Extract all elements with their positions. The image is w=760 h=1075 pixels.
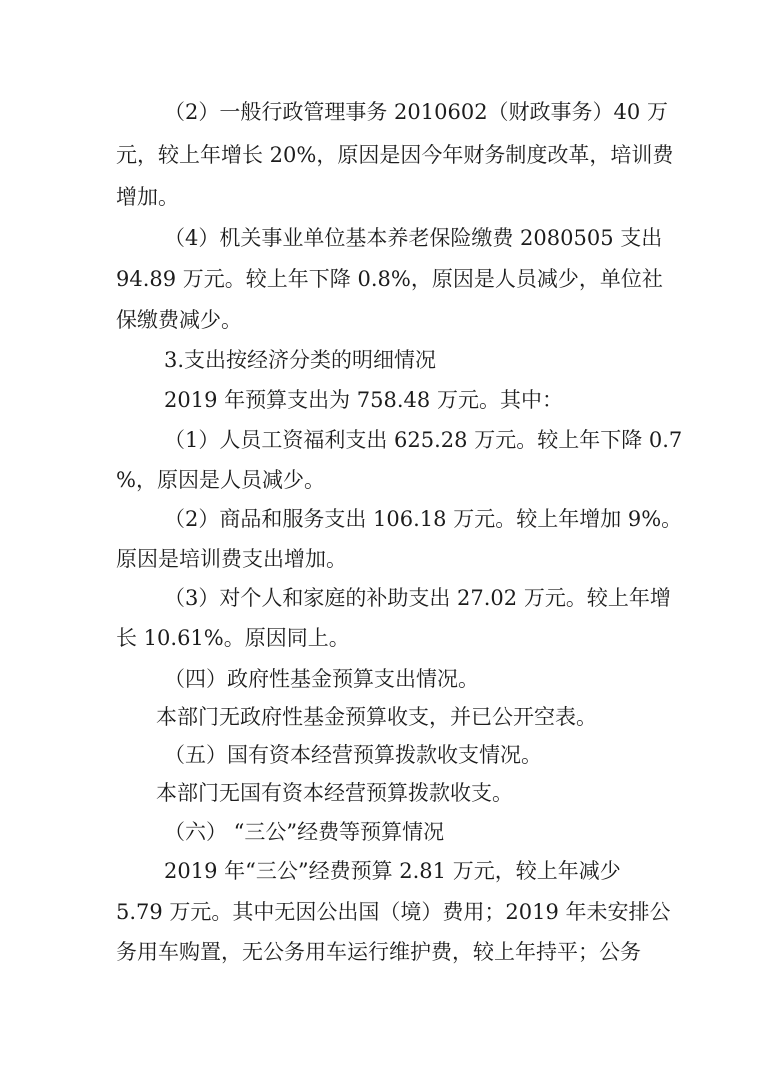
paragraph-line: %，原因是人员减少。 <box>116 468 325 492</box>
paragraph-line: 元，较上年增长 20%，原因是因今年财务制度改革，培训费 <box>116 143 674 167</box>
paragraph-line: 原因是培训费支出增加。 <box>116 547 347 571</box>
section-heading: （六） “三公”经费等预算情况 <box>164 820 445 844</box>
section-heading: 3.支出按经济分类的明细情况 <box>164 348 437 372</box>
paragraph-line: 保缴费减少。 <box>116 308 242 332</box>
paragraph-line: 2019 年“三公”经费预算 2.81 万元，较上年减少 <box>164 859 621 883</box>
paragraph-line: （3）对个人和家庭的补助支出 27.02 万元。较上年增 <box>164 586 671 610</box>
paragraph-line: 长 10.61%。原因同上。 <box>116 626 350 650</box>
paragraph-line: （2）商品和服务支出 106.18 万元。较上年增加 9%。 <box>164 507 683 531</box>
paragraph-line: （1）人员工资福利支出 625.28 万元。较上年下降 0.7 <box>164 428 683 452</box>
paragraph-line: 增加。 <box>116 185 179 209</box>
paragraph-line: 务用车购置，无公务用车运行维护费，较上年持平；公务 <box>116 940 641 964</box>
section-heading: （四）政府性基金预算支出情况。 <box>164 667 479 691</box>
paragraph-line: 本部门无政府性基金预算收支，并已公开空表。 <box>156 705 597 729</box>
paragraph-line: 5.79 万元。其中无因公出国（境）费用；2019 年未安排公 <box>116 900 671 924</box>
paragraph-line: 2019 年预算支出为 758.48 万元。其中： <box>164 388 563 412</box>
section-heading: （五）国有资本经营预算拨款收支情况。 <box>164 743 542 767</box>
paragraph-line: （2）一般行政管理事务 2010602（财政事务）40 万 <box>164 100 668 124</box>
paragraph-line: （4）机关事业单位基本养老保险缴费 2080505 支出 <box>164 226 663 250</box>
paragraph-line: 本部门无国有资本经营预算拨款收支。 <box>156 781 513 805</box>
paragraph-line: 94.89 万元。较上年下降 0.8%，原因是人员减少，单位社 <box>116 267 663 291</box>
